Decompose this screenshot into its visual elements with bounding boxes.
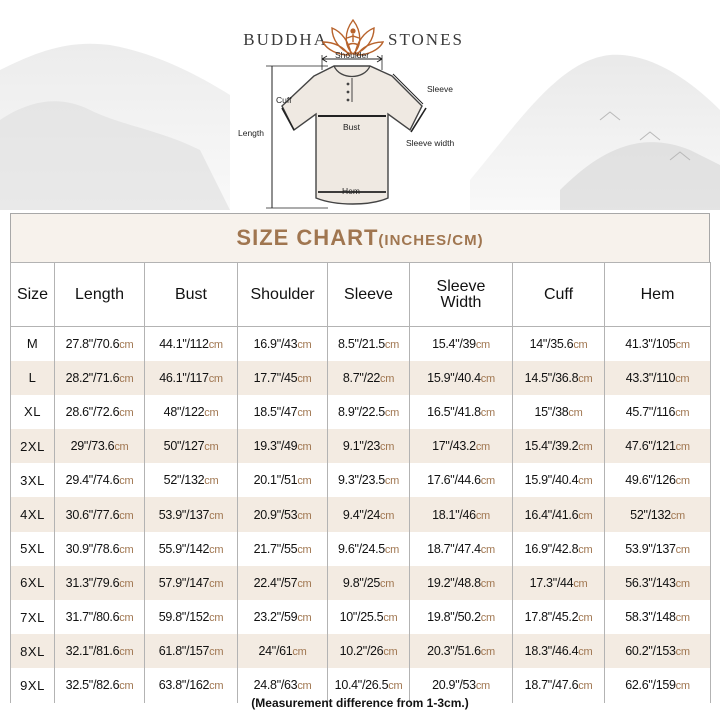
table-row xyxy=(11,463,711,497)
table-row xyxy=(11,497,711,531)
unit-label: cm xyxy=(380,372,395,385)
table-cell-cuff xyxy=(513,463,605,497)
unit-label: cm xyxy=(480,646,495,659)
size-chart-title xyxy=(11,214,709,262)
measurement-value: 32.5"/82.6 xyxy=(65,678,120,693)
table-cell-shoulder xyxy=(238,566,328,600)
unit-label: cm xyxy=(480,543,495,556)
unit-label: cm xyxy=(480,577,495,590)
measurement-value: 20.9"/53 xyxy=(432,678,476,693)
unit-label: cm xyxy=(297,406,312,419)
table-cell-size: 2XL xyxy=(11,429,55,463)
diagram-label-length: Length xyxy=(238,128,264,138)
table-cell-sleeve-width xyxy=(410,566,513,600)
measurement-value: 59.8"/152 xyxy=(158,610,210,625)
measurement-value: 15.9"/40.4 xyxy=(427,370,481,385)
unit-label: cm xyxy=(209,680,224,693)
table-cell-bust xyxy=(145,395,238,429)
measurement-value: 16.4"/41.6 xyxy=(524,507,579,522)
measurement-value: 52"/132 xyxy=(630,507,671,522)
measurement-value: 49.6"/126 xyxy=(625,473,676,488)
unit-label: cm xyxy=(578,680,593,693)
measurement-value: 28.2"/71.6 xyxy=(65,370,120,385)
unit-label: cm xyxy=(578,543,593,556)
measurement-value: 28.6"/72.6 xyxy=(65,404,120,419)
table-row xyxy=(11,395,711,429)
table-cell-hem xyxy=(605,429,711,463)
measurement-value: 53.9"/137 xyxy=(625,541,676,556)
measurement-value: 20.3"/51.6 xyxy=(427,644,481,659)
table-cell-bust xyxy=(145,463,238,497)
unit-label: cm xyxy=(675,441,690,454)
size-chart-title-main: SIZE CHART xyxy=(236,225,379,250)
table-cell-hem xyxy=(605,532,711,566)
table-cell-shoulder xyxy=(238,361,328,395)
unit-label: cm xyxy=(297,475,312,488)
unit-label: cm xyxy=(480,612,495,625)
unit-label: cm xyxy=(297,372,312,385)
measurement-value: 57.9"/147 xyxy=(158,575,210,590)
measurement-value: 8.5"/21.5 xyxy=(338,336,385,351)
unit-label: cm xyxy=(119,406,134,419)
table-row xyxy=(11,429,711,463)
column-header-sleeve: Sleeve xyxy=(328,263,410,327)
size-table xyxy=(10,262,711,703)
unit-label: cm xyxy=(578,509,593,522)
measurement-footnote: (Measurement difference from 1-3cm.) xyxy=(251,696,469,710)
table-cell-shoulder xyxy=(238,600,328,634)
measurement-value: 23.2"/59 xyxy=(253,610,298,625)
measurement-value: 15.9"/40.4 xyxy=(524,473,579,488)
measurement-value: 29"/73.6 xyxy=(70,439,115,454)
unit-label: cm xyxy=(480,475,495,488)
measurement-value: 32.1"/81.6 xyxy=(65,644,120,659)
unit-label: cm xyxy=(475,680,490,693)
table-cell-cuff xyxy=(513,395,605,429)
table-cell-hem xyxy=(605,463,711,497)
measurement-value: 56.3"/143 xyxy=(625,575,676,590)
table-cell-bust xyxy=(145,429,238,463)
measurement-value: 17.6"/44.6 xyxy=(427,473,481,488)
measurement-value: 14.5"/36.8 xyxy=(524,370,579,385)
unit-label: cm xyxy=(119,646,134,659)
column-header-length: Length xyxy=(55,263,145,327)
measurement-value: 16.9"/42.8 xyxy=(524,541,579,556)
unit-label: cm xyxy=(297,577,312,590)
unit-label: cm xyxy=(119,612,134,625)
table-cell-sleeve xyxy=(328,566,410,600)
table-cell-hem xyxy=(605,634,711,668)
table-cell-cuff xyxy=(513,497,605,531)
unit-label: cm xyxy=(383,646,398,659)
measurement-value: 46.1"/117 xyxy=(159,370,209,385)
table-cell-sleeve-width xyxy=(410,532,513,566)
unit-label: cm xyxy=(578,475,593,488)
table-cell-bust xyxy=(145,327,238,361)
unit-label: cm xyxy=(568,406,583,419)
measurement-value: 17.7"/45 xyxy=(253,370,298,385)
unit-label: cm xyxy=(204,406,219,419)
measurement-value: 19.2"/48.8 xyxy=(427,575,481,590)
unit-label: cm xyxy=(297,441,312,454)
unit-label: cm xyxy=(208,372,223,385)
measurement-value: 55.9"/142 xyxy=(158,541,210,556)
unit-label: cm xyxy=(384,475,399,488)
unit-label: cm xyxy=(573,577,588,590)
table-cell-shoulder xyxy=(238,634,328,668)
unit-label: cm xyxy=(209,509,224,522)
table-cell-length xyxy=(55,327,145,361)
unit-label: cm xyxy=(204,441,219,454)
measurement-value: 45.7"/116 xyxy=(625,404,676,419)
measurement-value: 30.9"/78.6 xyxy=(65,541,120,556)
table-cell-cuff xyxy=(513,429,605,463)
measurement-value: 58.3"/148 xyxy=(625,610,676,625)
measurement-value: 8.7"/22 xyxy=(342,370,380,385)
unit-label: cm xyxy=(119,543,134,556)
unit-label: cm xyxy=(297,509,312,522)
table-cell-bust xyxy=(145,532,238,566)
unit-label: cm xyxy=(675,406,690,419)
table-cell-length xyxy=(55,600,145,634)
table-cell-size: M xyxy=(11,327,55,361)
measurement-value: 15"/38 xyxy=(534,404,569,419)
unit-label: cm xyxy=(475,509,490,522)
unit-label: cm xyxy=(475,338,490,351)
table-cell-length xyxy=(55,463,145,497)
table-cell-length xyxy=(55,634,145,668)
table-cell-length xyxy=(55,497,145,531)
unit-label: cm xyxy=(209,612,224,625)
measurement-value: 18.1"/46 xyxy=(432,507,476,522)
column-header-hem: Hem xyxy=(605,263,711,327)
table-row xyxy=(11,600,711,634)
column-header-cuff: Cuff xyxy=(513,263,605,327)
table-row xyxy=(11,327,711,361)
table-cell-size: 9XL xyxy=(11,668,55,702)
measurement-value: 10.4"/26.5 xyxy=(334,678,389,693)
table-row xyxy=(11,634,711,668)
table-cell-bust xyxy=(145,566,238,600)
table-cell-sleeve-width xyxy=(410,634,513,668)
measurement-value: 31.3"/79.6 xyxy=(65,575,120,590)
measurement-value: 43.3"/110 xyxy=(625,370,676,385)
table-cell-cuff xyxy=(513,532,605,566)
table-cell-sleeve xyxy=(328,429,410,463)
table-cell-size: L xyxy=(11,361,55,395)
unit-label: cm xyxy=(209,577,224,590)
unit-label: cm xyxy=(675,475,690,488)
table-cell-hem xyxy=(605,497,711,531)
measurement-value: 48"/122 xyxy=(163,404,205,419)
table-cell-cuff xyxy=(513,566,605,600)
unit-label: cm xyxy=(297,680,312,693)
size-table-body xyxy=(11,327,711,703)
column-header-bust: Bust xyxy=(145,263,238,327)
measurement-value: 9.8"/25 xyxy=(342,575,380,590)
unit-label: cm xyxy=(119,680,134,693)
unit-label: cm xyxy=(297,543,312,556)
diagram-label-sleeve: Sleeve xyxy=(427,84,453,94)
measurement-value: 10.2"/26 xyxy=(339,644,384,659)
unit-label: cm xyxy=(380,509,395,522)
measurement-value: 21.7"/55 xyxy=(253,541,298,556)
column-header-shoulder: Shoulder xyxy=(238,263,328,327)
unit-label: cm xyxy=(675,612,690,625)
table-cell-cuff xyxy=(513,634,605,668)
measurement-value: 17.3"/44 xyxy=(529,575,574,590)
unit-label: cm xyxy=(380,441,395,454)
unit-label: cm xyxy=(578,372,593,385)
diagram-label-shoulder: Shoulder xyxy=(335,50,370,60)
table-cell-sleeve-width xyxy=(410,463,513,497)
measurement-value: 24"/61 xyxy=(258,644,293,659)
unit-label: cm xyxy=(119,338,134,351)
measurement-value: 9.4"/24 xyxy=(342,507,380,522)
table-cell-hem xyxy=(605,327,711,361)
measurement-value: 50"/127 xyxy=(163,439,205,454)
table-cell-sleeve-width xyxy=(410,600,513,634)
table-cell-length xyxy=(55,395,145,429)
table-cell-bust xyxy=(145,634,238,668)
table-cell-shoulder xyxy=(238,395,328,429)
table-cell-hem xyxy=(605,361,711,395)
table-cell-length xyxy=(55,361,145,395)
table-cell-hem xyxy=(605,395,711,429)
diagram-label-cuff: Cuff xyxy=(276,95,292,105)
table-cell-length xyxy=(55,566,145,600)
table-cell-length xyxy=(55,429,145,463)
unit-label: cm xyxy=(670,509,685,522)
unit-label: cm xyxy=(384,543,399,556)
table-cell-sleeve xyxy=(328,361,410,395)
garment-measurement-diagram xyxy=(230,50,480,215)
measurement-value: 41.3"/105 xyxy=(625,336,676,351)
measurement-value: 18.7"/47.4 xyxy=(427,541,481,556)
table-cell-cuff xyxy=(513,361,605,395)
table-row xyxy=(11,532,711,566)
unit-label: cm xyxy=(573,338,588,351)
brand-word-right: STONES xyxy=(388,30,464,49)
table-cell-sleeve-width xyxy=(410,429,513,463)
unit-label: cm xyxy=(383,612,398,625)
measurement-value: 8.9"/22.5 xyxy=(338,404,385,419)
measurement-value: 18.5"/47 xyxy=(253,404,298,419)
table-cell-shoulder xyxy=(238,327,328,361)
table-cell-size: 7XL xyxy=(11,600,55,634)
size-table-header-row xyxy=(11,263,711,327)
unit-label: cm xyxy=(675,372,690,385)
table-cell-shoulder xyxy=(238,532,328,566)
measurement-value: 30.6"/77.6 xyxy=(65,507,120,522)
table-cell-size: XL xyxy=(11,395,55,429)
measurement-value: 10"/25.5 xyxy=(339,610,384,625)
unit-label: cm xyxy=(384,338,399,351)
measurement-value: 61.8"/157 xyxy=(158,644,210,659)
table-row xyxy=(11,361,711,395)
measurement-value: 52"/132 xyxy=(163,473,205,488)
unit-label: cm xyxy=(675,543,690,556)
measurement-value: 18.7"/47.6 xyxy=(524,678,579,693)
unit-label: cm xyxy=(209,543,224,556)
table-cell-size: 6XL xyxy=(11,566,55,600)
unit-label: cm xyxy=(675,680,690,693)
unit-label: cm xyxy=(675,577,690,590)
unit-label: cm xyxy=(578,612,593,625)
table-cell-shoulder xyxy=(238,429,328,463)
measurement-value: 15.4"/39.2 xyxy=(524,439,579,454)
measurement-value: 9.3"/23.5 xyxy=(338,473,385,488)
measurement-value: 16.5"/41.8 xyxy=(427,404,481,419)
table-cell-size: 5XL xyxy=(11,532,55,566)
measurement-value: 14"/35.6 xyxy=(529,336,574,351)
table-cell-size: 8XL xyxy=(11,634,55,668)
measurement-value: 27.8"/70.6 xyxy=(65,336,120,351)
diagram-label-bust: Bust xyxy=(343,122,361,132)
unit-label: cm xyxy=(119,475,134,488)
table-cell-sleeve xyxy=(328,600,410,634)
table-cell-hem xyxy=(605,600,711,634)
table-cell-shoulder xyxy=(238,463,328,497)
table-cell-cuff xyxy=(513,327,605,361)
table-cell-shoulder xyxy=(238,497,328,531)
unit-label: cm xyxy=(292,646,307,659)
brand-word-left: BUDDHA xyxy=(243,30,328,49)
table-cell-sleeve-width xyxy=(410,327,513,361)
unit-label: cm xyxy=(380,577,395,590)
unit-label: cm xyxy=(208,338,223,351)
unit-label: cm xyxy=(297,612,312,625)
unit-label: cm xyxy=(480,372,495,385)
table-cell-bust xyxy=(145,497,238,531)
table-cell-sleeve xyxy=(328,532,410,566)
table-cell-size: 4XL xyxy=(11,497,55,531)
unit-label: cm xyxy=(114,441,129,454)
table-cell-hem xyxy=(605,566,711,600)
column-header-size: Size xyxy=(11,263,55,327)
unit-label: cm xyxy=(578,646,593,659)
unit-label: cm xyxy=(475,441,490,454)
unit-label: cm xyxy=(480,406,495,419)
measurement-value: 9.6"/24.5 xyxy=(338,541,385,556)
table-cell-sleeve-width xyxy=(410,395,513,429)
table-cell-sleeve xyxy=(328,395,410,429)
measurement-value: 22.4"/57 xyxy=(253,575,298,590)
measurement-value: 15.4"/39 xyxy=(432,336,476,351)
measurement-value: 62.6"/159 xyxy=(625,678,676,693)
measurement-value: 44.1"/112 xyxy=(159,336,209,351)
measurement-value: 17.8"/45.2 xyxy=(524,610,579,625)
table-cell-sleeve-width xyxy=(410,497,513,531)
measurement-value: 53.9"/137 xyxy=(158,507,210,522)
unit-label: cm xyxy=(297,338,312,351)
unit-label: cm xyxy=(675,338,690,351)
measurement-value: 19.3"/49 xyxy=(253,439,298,454)
measurement-value: 20.9"/53 xyxy=(253,507,298,522)
unit-label: cm xyxy=(204,475,219,488)
table-cell-sleeve xyxy=(328,497,410,531)
table-cell-size: 3XL xyxy=(11,463,55,497)
table-cell-sleeve xyxy=(328,634,410,668)
measurement-value: 29.4"/74.6 xyxy=(65,473,120,488)
measurement-value: 31.7"/80.6 xyxy=(65,610,120,625)
measurement-value: 18.3"/46.4 xyxy=(524,644,579,659)
measurement-value: 60.2"/153 xyxy=(625,644,676,659)
table-cell-cuff xyxy=(513,600,605,634)
table-cell-sleeve xyxy=(328,463,410,497)
unit-label: cm xyxy=(119,577,134,590)
unit-label: cm xyxy=(384,406,399,419)
unit-label: cm xyxy=(119,372,134,385)
unit-label: cm xyxy=(119,509,134,522)
unit-label: cm xyxy=(209,646,224,659)
unit-label: cm xyxy=(388,680,403,693)
table-cell-length xyxy=(55,532,145,566)
size-chart-panel xyxy=(10,213,710,691)
measurement-value: 17"/43.2 xyxy=(432,439,476,454)
table-row xyxy=(11,566,711,600)
measurement-value: 20.1"/51 xyxy=(253,473,298,488)
table-cell-sleeve xyxy=(328,327,410,361)
diagram-label-sleeve-width: Sleeve width xyxy=(406,138,455,148)
column-header-sleeve-width: Sleeve Width xyxy=(410,263,513,327)
measurement-value: 63.8"/162 xyxy=(158,678,210,693)
diagram-label-hem: Hem xyxy=(342,186,360,196)
measurement-value: 16.9"/43 xyxy=(253,336,298,351)
measurement-value: 47.6"/121 xyxy=(625,439,676,454)
measurement-value: 19.8"/50.2 xyxy=(427,610,481,625)
measurement-value: 9.1"/23 xyxy=(342,439,380,454)
table-cell-bust xyxy=(145,600,238,634)
unit-label: cm xyxy=(578,441,593,454)
table-cell-sleeve-width xyxy=(410,361,513,395)
unit-label: cm xyxy=(675,646,690,659)
size-chart-title-units: (INCHES/CM) xyxy=(378,232,484,249)
table-cell-bust xyxy=(145,361,238,395)
measurement-value: 24.8"/63 xyxy=(253,678,298,693)
